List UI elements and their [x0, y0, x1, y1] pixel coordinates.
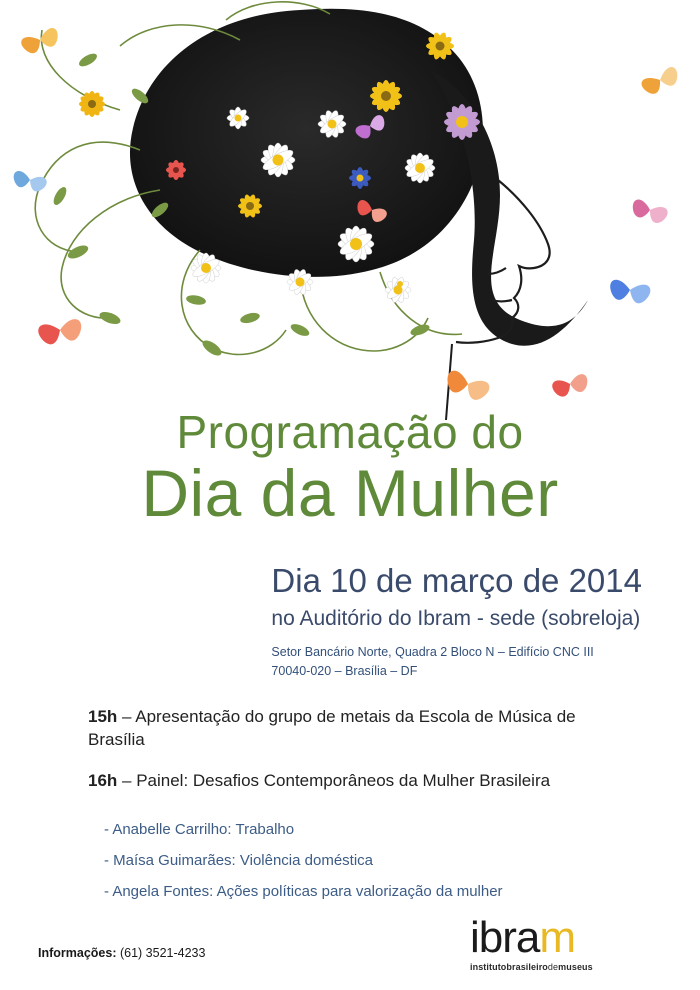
address-line-1: Setor Bancário Norte, Quadra 2 Bloco N – Edifício CNC III [271, 645, 594, 660]
contact-info [38, 946, 205, 960]
contact-phone: (61) 3521-4233 [119, 946, 206, 960]
program-description: – Apresentação do grupo de metais da Escola de Música de Brasília [88, 707, 576, 749]
logo-word-main: ibra [470, 913, 540, 962]
tagline-part-de: de [547, 962, 559, 972]
program-item [88, 706, 608, 752]
program-schedule [88, 706, 608, 811]
tagline-part-1: instituto [470, 962, 507, 972]
program-line [88, 770, 608, 793]
program-item [88, 770, 608, 793]
program-line [88, 706, 608, 752]
tagline-part-3: museus [558, 962, 593, 972]
tagline-part-2: brasileiro [506, 962, 548, 972]
logo-word-accent: m [539, 913, 576, 962]
program-description: – Painel: Desafios Contemporâneos da Mulher Brasileira [117, 770, 551, 790]
logo-wordmark [470, 913, 660, 962]
event-address [271, 643, 642, 681]
poster-title [0, 408, 700, 530]
contact-label: Informações: [38, 946, 117, 960]
logo-tagline [470, 962, 660, 972]
event-venue: no Auditório do Ibram - sede (sobreloja) [271, 606, 641, 630]
ibram-logo [470, 913, 660, 972]
event-date-venue [271, 562, 642, 681]
list-item: - Maísa Guimarães: Violência doméstica [104, 852, 374, 869]
program-time: 15h [88, 707, 118, 726]
event-date: Dia 10 de março de 2014 [271, 562, 642, 599]
list-item: - Angela Fontes: Ações políticas para valorização da mulher [104, 883, 503, 900]
speaker-list [104, 822, 624, 915]
floral-woman-silhouette-artwork [0, 0, 700, 420]
program-time: 16h [88, 770, 118, 790]
address-line-2: 70040-020 – Brasília – DF [271, 663, 418, 678]
list-item: - Anabelle Carrilho: Trabalho [104, 821, 295, 838]
title-line-2: Dia da Mulher [141, 456, 559, 531]
title-line-1: Programação do [176, 406, 524, 458]
